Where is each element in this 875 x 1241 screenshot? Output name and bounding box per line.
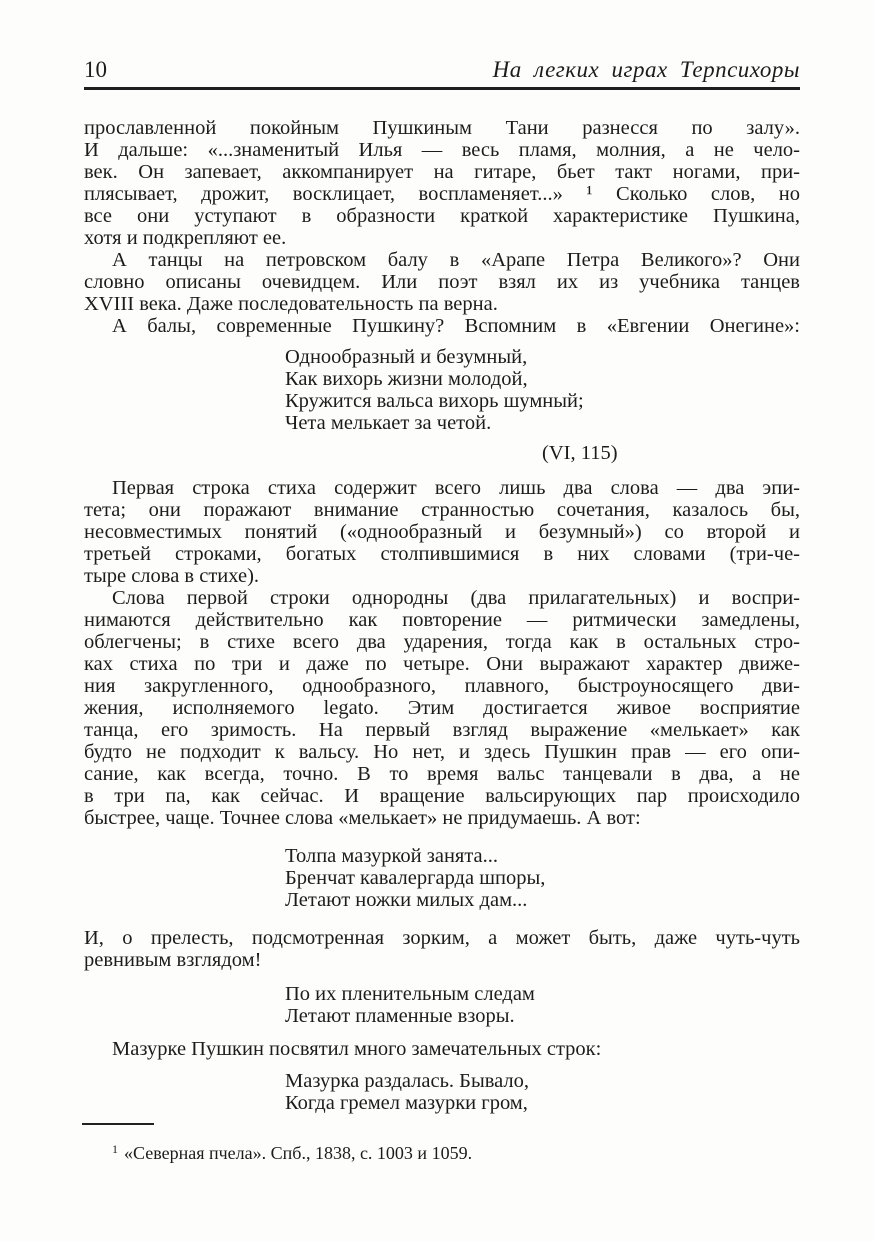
text-line: Летают ножки милых дам... [285,889,528,911]
footnote-text: «Северная пчела». Спб., 1838, с. 1003 и 1059. [124,1143,473,1163]
text-line: облегчены; в стихе всего два ударения, тогда как в остальных стро- [84,631,800,653]
text-line: словно описаны очевидцем. Или поэт взял их из учебника танцев [84,271,800,293]
text-line: Однообразный и безумный, [285,346,528,368]
text-line: Первая строка стиха содержит всего лишь два слова — два эпи- [112,477,800,499]
text-line: Мазурка раздалась. Бывало, [285,1070,530,1092]
verse [84,983,800,1027]
text-line: Когда гремел мазурки гром, [285,1092,528,1114]
paragraph [84,117,800,249]
verse [84,845,800,911]
attribution: (VI, 115) [542,442,618,464]
paragraph [84,249,800,315]
text-line: век. Он запевает, аккомпанирует на гитаре, бьет такт ногами, при- [84,161,800,183]
text-line: Мазурке Пушкин посвятил много замечательных строк: [112,1038,602,1060]
header-rule [84,87,800,90]
text-line: ках стиха по три и даже по четыре. Они выражают характер движе- [84,653,800,675]
text-line: будто не подходит к вальсу. Но нет, и здесь Пушкин прав — его опи- [84,741,800,763]
text-line: Летают пламенные взоры. [285,1005,515,1027]
page-number: 10 [84,57,107,82]
footnote-marker: 1 [112,1142,118,1156]
footnote [84,1138,828,1164]
paragraph [84,315,800,337]
text-line: А танцы на петровском балу в «Арапе Петра Великого»? Они [112,249,800,271]
text-body [84,117,800,1114]
text-line: Толпа мазуркой занята... [285,845,499,867]
text-line: XVIII века. Даже последовательность па верна. [84,293,498,315]
text-line: танца, его зримость. На первый взгляд выражение «мелькает» как [84,719,800,741]
text-line: Чета мелькает за четой. [285,412,492,434]
text-line: быстрее, чаще. Точнее слова «мелькает» не придумаешь. А вот: [84,807,641,829]
text-line: все они уступают в образности краткой характеристике Пушкина, [84,205,800,227]
footnote-rule [82,1123,154,1125]
text-line: ревнивым взглядом! [84,949,262,971]
text-line: нимаются действительно как повторение — ритмически замедлены, [84,609,800,631]
paragraph [84,477,800,587]
text-line: ния закругленного, однообразного, плавного, быстроуносящего дви- [84,675,800,697]
text-line: плясывает, дрожит, восклицает, воспламеняет...» ¹ Сколько слов, но [84,183,800,205]
text-line: И дальше: «...знаменитый Илья — весь пламя, молния, а не чело- [84,139,800,161]
text-line: жения, исполняемого legato. Этим достигается живое восприятие [84,697,800,719]
text-line: тета; они поражают внимание странностью сочетания, казалось бы, [84,499,800,521]
text-line: И, о прелесть, подсмотренная зорким, а может быть, даже чуть-чуть [84,927,800,949]
text-line: Как вихорь жизни молодой, [285,368,528,390]
text-line: хотя и подкрепляют ее. [84,227,287,249]
text-line: Бренчат кавалергарда шпоры, [285,867,546,889]
text-line: третьей строками, богатых столпившимися в них словами (три-че- [84,543,800,565]
paragraph [84,587,800,829]
verse [84,346,800,434]
text-line: в три па, как сейчас. И вращение вальсирующих пар происходило [84,785,800,807]
paragraph [84,1038,800,1060]
text-line: сание, как всегда, точно. В то время вальс танцевали в два, а не [84,763,800,785]
text-line: А балы, современные Пушкину? Вспомним в «Евгении Онегине»: [112,315,800,337]
text-line: Кружится вальса вихорь шумный; [285,390,584,412]
text-line: тыре слова в стихе). [84,565,260,587]
text-line: По их пленительным следам [285,983,535,1005]
text-line: Слова первой строки однородны (два прилагательных) и воспри- [112,587,800,609]
running-head: На легких играх Терпсихоры [492,57,800,82]
page-header [84,57,800,83]
text-line: прославленной покойным Пушкиным Тани разнесся по залу». [84,117,800,139]
text-line: несовместимых понятий («однообразный и безумный») со второй и [84,521,800,543]
verse [84,1070,800,1114]
paragraph [84,927,800,971]
